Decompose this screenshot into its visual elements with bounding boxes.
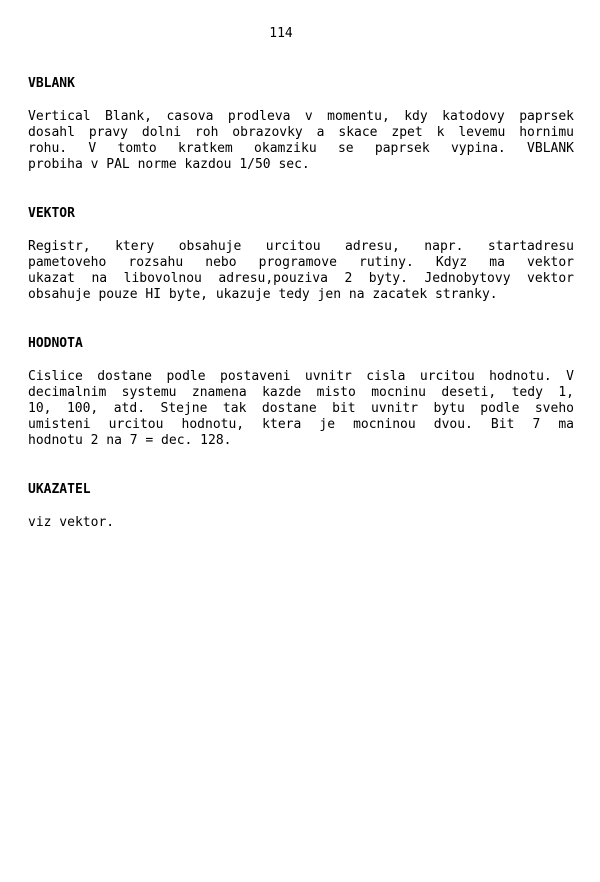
section-heading: VEKTOR: [28, 206, 75, 221]
section-vblank: [28, 76, 574, 173]
paragraph-line: decimalnim systemu znamena kazde misto mocninu deseti, tedy 1,: [28, 385, 574, 400]
paragraph-line: ukazat na libovolnou adresu,pouziva 2 byty. Jednobytovy vektor: [28, 271, 574, 286]
section-ukazatel: [28, 482, 574, 531]
page-number: 114: [269, 26, 293, 41]
document-body: [28, 76, 574, 531]
paragraph-line: pametoveho rozsahu nebo programove rutiny. Kdyz ma vektor: [28, 255, 574, 270]
section-paragraph: [28, 109, 574, 173]
paragraph-line: Registr, ktery obsahuje urcitou adresu, napr. startadresu: [28, 239, 574, 254]
section-hodnota: [28, 336, 574, 449]
section-paragraph: [28, 239, 574, 303]
section-paragraph: [28, 515, 574, 531]
paragraph-line: probiha v PAL norme kazdou 1/50 sec.: [28, 157, 310, 172]
paragraph-line: hodnotu 2 na 7 = dec. 128.: [28, 433, 232, 448]
paragraph-line: dosahl pravy dolni roh obrazovky a skace zpet k levemu hornimu: [28, 125, 574, 140]
section-heading: HODNOTA: [28, 336, 83, 351]
section-vektor: [28, 206, 574, 303]
paragraph-line: umisteni urcitou hodnotu, ktera je mocninou dvou. Bit 7 ma: [28, 417, 574, 432]
section-paragraph: [28, 369, 574, 449]
paragraph-line: rohu. V tomto kratkem okamziku se paprsek vypina. VBLANK: [28, 141, 574, 156]
paragraph-line: Cislice dostane podle postaveni uvnitr cisla urcitou hodnotu. V: [28, 369, 574, 384]
section-heading: UKAZATEL: [28, 482, 91, 497]
paragraph-line: 10, 100, atd. Stejne tak dostane bit uvnitr bytu podle sveho: [28, 401, 574, 416]
paragraph-line: Vertical Blank, casova prodleva v momentu, kdy katodovy paprsek: [28, 109, 574, 124]
section-heading: VBLANK: [28, 76, 75, 91]
paragraph-line: viz vektor.: [28, 515, 115, 530]
paragraph-line: obsahuje pouze HI byte, ukazuje tedy jen na zacatek stranky.: [28, 287, 498, 302]
